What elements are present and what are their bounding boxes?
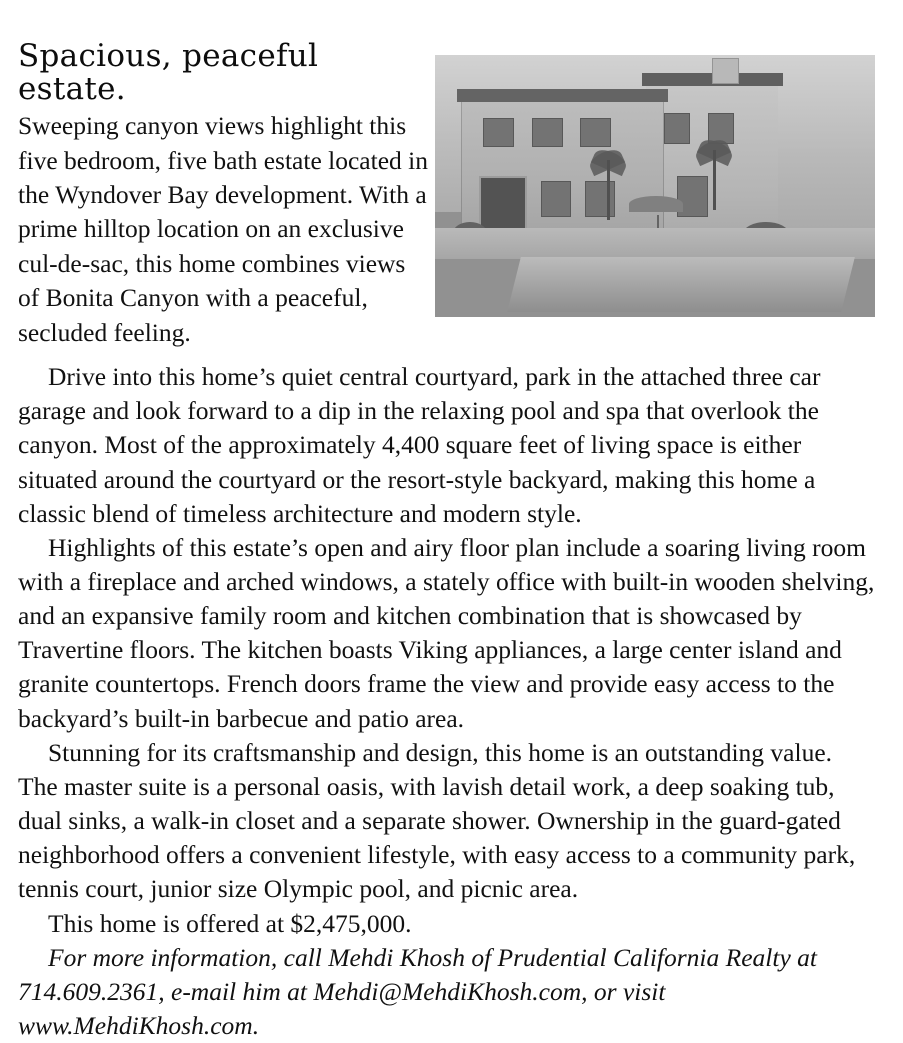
- photo-pool: [507, 257, 855, 312]
- photo-window: [664, 113, 690, 144]
- intro-paragraph: Sweeping canyon views highlight this five bedroom, five bath estate located in the Wyndover Bay development. With a prime hilltop location on an exclusive cul-de-sac, this home combines views of Bonita Canyon with a peaceful, secluded feeling.: [18, 111, 428, 347]
- article-body: [18, 350, 875, 1043]
- body-paragraph: Stunning for its craftsmanship and design, this home is an outstanding value. The master suite is a personal oasis, with lavish detail work, a deep soaking tub, dual sinks, a walk-in closet and a separate shower. Ownership in the guard-gated neighborhood offers a convenient lifestyle, with easy access to a community park, tennis court, junior size Olympic pool, and picnic area.: [18, 737, 856, 904]
- photo-neighbor-house: [769, 149, 875, 233]
- photo-pool-deck: [435, 228, 875, 259]
- photo-window: [541, 181, 572, 218]
- photo-window: [585, 181, 616, 218]
- page-title: Spacious, peaceful estate.: [18, 38, 319, 107]
- photo-window: [532, 118, 563, 147]
- photo-patio-umbrella: [629, 196, 683, 212]
- body-paragraph: Drive into this home’s quiet central courtyard, park in the attached three car garage and look forward to a dip in the relaxing pool and spa that overlook the canyon. Most of the approximately 4,400 square feet of living space is either situated around the courtyard or the resort-style backyard, making this home a classic blend of timeless architecture and modern style.: [18, 362, 821, 528]
- price-paragraph: This home is offered at $2,475,000.: [48, 908, 412, 938]
- body-paragraph: Highlights of this estate’s open and airy floor plan include a soaring living room with a fireplace and arched windows, a stately office with built-in wooden shelving, and an expansive family room and kitchen combination that is showcased by Travertine floors. The kitchen boasts Viking appliances, a large center island and granite countertops. French doors frame the view and provide easy access to the backyard’s built-in barbecue and patio area.: [18, 532, 875, 733]
- contact-paragraph: For more information, call Mehdi Khosh of Prudential California Realty at 714.609.2361, e-mail him at Mehdi@MehdiKhosh.com, or visit www.MehdiKhosh.com.: [18, 942, 817, 1041]
- photo-roof-main: [457, 89, 668, 102]
- photo-french-doors: [479, 176, 527, 234]
- photo-chimney: [712, 58, 738, 84]
- photo-window: [483, 118, 514, 147]
- intro-block: [18, 40, 430, 350]
- photo-window: [580, 118, 611, 147]
- property-photo: [435, 55, 875, 317]
